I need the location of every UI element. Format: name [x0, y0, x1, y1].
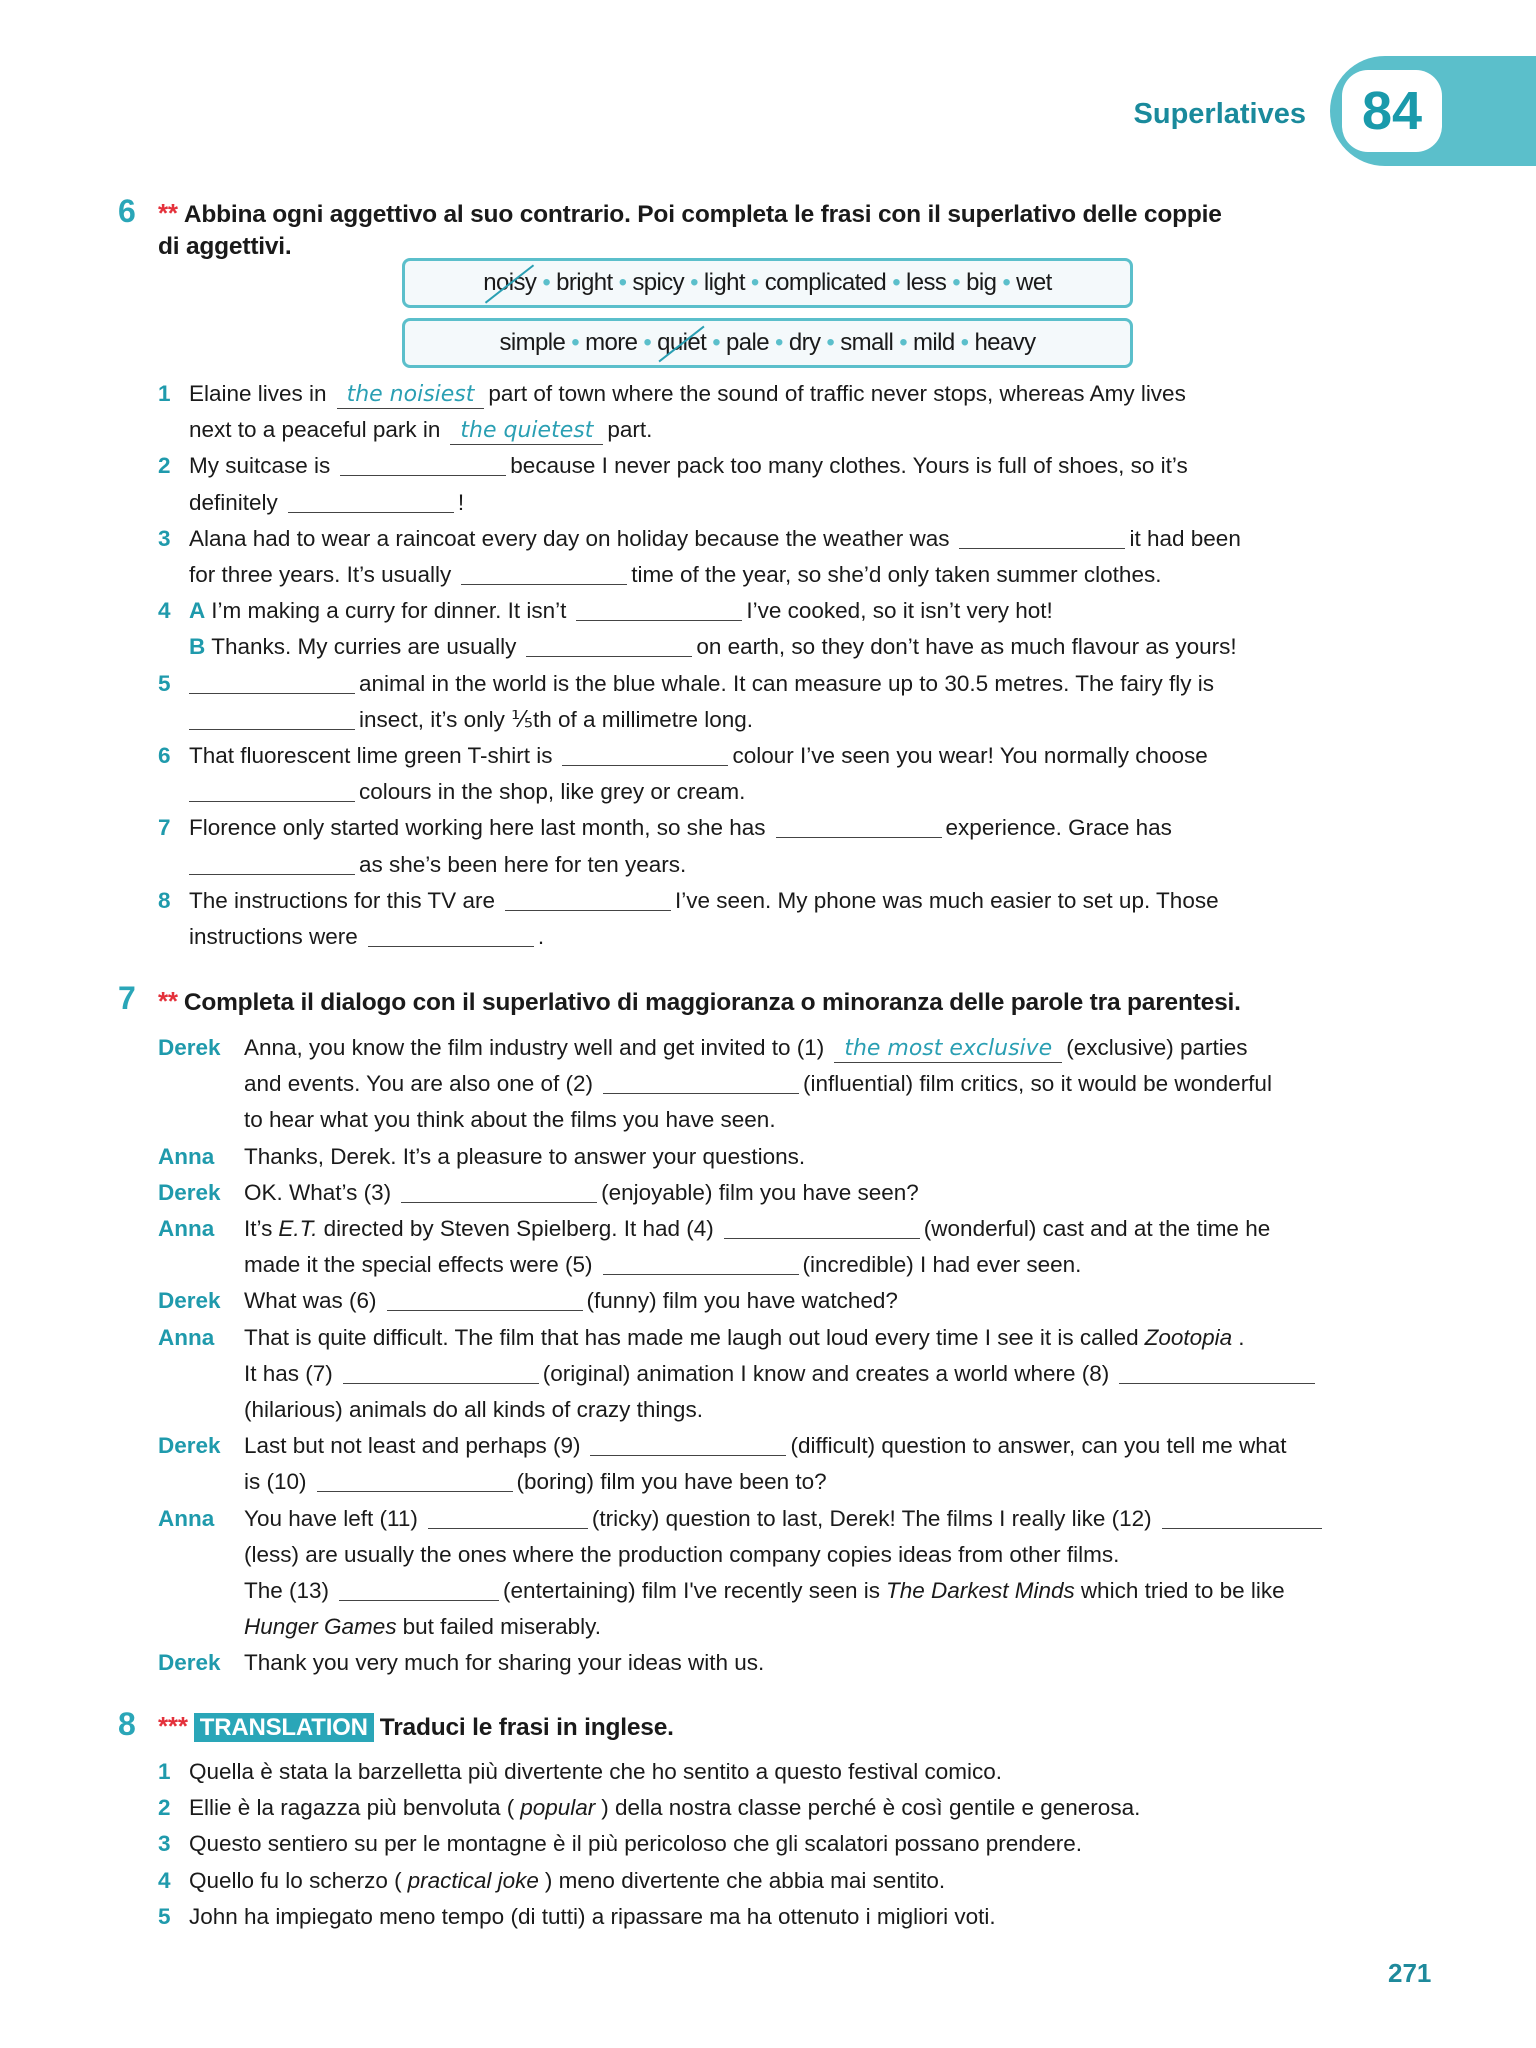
text-segment: but failed miserably. [402, 1614, 602, 1640]
text-segment: Last but not least and perhaps (9) [244, 1433, 581, 1459]
text-segment: Quello fu lo scherzo ( [189, 1867, 402, 1893]
instruction-line: Traduci le frasi in inglese. [379, 1714, 674, 1741]
text-segment: (incredible) I had ever seen. [802, 1252, 1082, 1278]
bullet-icon: • [690, 269, 698, 296]
answer-blank[interactable] [317, 1468, 513, 1492]
italic-title: popular [520, 1795, 596, 1821]
text-segment: I’ve cooked, so it isn’t very hot! [746, 598, 1053, 624]
word-chip: mild [913, 329, 955, 356]
text-line [189, 593, 1059, 629]
handwritten-answer[interactable]: the most exclusive [834, 1036, 1062, 1063]
text-line [244, 1102, 782, 1138]
text-line [244, 1464, 833, 1500]
item-number: 3 [158, 1831, 171, 1857]
speaker-letter: B [189, 634, 206, 660]
text-line [189, 448, 1194, 484]
text-segment: That is quite difficult. The film that has made me laugh out loud every time I see it is called [244, 1324, 1139, 1350]
text-line [189, 1899, 1002, 1935]
text-segment: You have left (11) [244, 1505, 418, 1531]
item-number: 7 [158, 815, 171, 841]
text-segment: time of the year, so she’d only taken summer clothes. [631, 562, 1162, 587]
text-segment: colour I’ve seen you wear! You normally choose [732, 743, 1208, 768]
text-segment: I’ve seen. My phone was much easier to set up. Those [674, 887, 1219, 913]
text-segment: That fluorescent lime green T-shirt is [189, 743, 553, 768]
word-chip: heavy [974, 329, 1036, 356]
text-segment: (less) are usually the ones where the production company copies ideas from other films. [244, 1541, 1120, 1567]
text-line [244, 1211, 1276, 1247]
text-line [189, 1863, 951, 1899]
answer-blank[interactable] [189, 851, 355, 875]
italic-title: Zootopia [1144, 1324, 1233, 1350]
bullet-icon: • [960, 329, 969, 356]
bullet-icon: • [952, 269, 961, 296]
text-segment: The instructions for this TV are [189, 887, 495, 913]
text-segment: for three years. It’s usually [189, 562, 452, 587]
text-line [244, 1320, 1250, 1356]
text-line [189, 376, 1192, 412]
answer-blank[interactable] [401, 1179, 597, 1203]
text-line [244, 1537, 1125, 1573]
word-chip: pale [726, 329, 770, 356]
text-segment: (boring) film you have been to? [516, 1469, 827, 1495]
text-line [189, 412, 658, 448]
text-segment: Quella è stata la barzelletta più divertente che ho sentito a questo festival comico. [189, 1759, 1002, 1784]
text-segment: on earth, so they don’t have as much flavour as yours! [696, 634, 1237, 660]
text-segment: My suitcase is [189, 453, 331, 479]
italic-title: E.T. [278, 1216, 318, 1241]
text-segment: part of town where the sound of traffic never stops, whereas Amy lives [488, 381, 1186, 406]
item-number: 8 [158, 887, 171, 913]
text-segment: Alana had to wear a raincoat every day on holiday because the weather was [189, 525, 950, 551]
bullet-icon: • [1002, 269, 1011, 296]
text-line [244, 1139, 811, 1175]
text-segment: (entertaining) film I've recently seen is [503, 1578, 880, 1603]
text-segment: Thank you very much for sharing your ideas with us. [244, 1650, 765, 1676]
text-segment: directed by Steven Spielberg. It had (4) [323, 1216, 714, 1241]
speaker-name: Derek [158, 1179, 221, 1205]
answer-blank[interactable] [340, 452, 506, 476]
italic-title: Hunger Games [244, 1614, 397, 1640]
text-segment: (tricky) question to last, Derek! The films I really like (12) [591, 1505, 1152, 1531]
text-segment: colours in the shop, like grey or cream. [359, 779, 746, 805]
exercise-7-instruction [158, 986, 1241, 1017]
answer-blank[interactable] [387, 1287, 583, 1311]
text-line [244, 1573, 1291, 1609]
text-line [189, 702, 759, 738]
text-segment: ! [457, 489, 465, 515]
text-segment: Questo sentiero su per le montagne è il più pericoloso che gli scalatori possano prendere. [189, 1831, 1083, 1857]
exercise-7-number: 7 [118, 980, 136, 1016]
item-number: 4 [158, 1867, 171, 1893]
text-segment: next to a peaceful park in [189, 417, 441, 443]
text-segment: It has (7) [244, 1360, 333, 1386]
text-line [244, 1501, 1326, 1537]
text-line [189, 1754, 1008, 1790]
exercise-6-instruction [158, 198, 1222, 261]
word-chip: big [966, 269, 997, 296]
speaker-name: Derek [158, 1433, 221, 1459]
answer-blank[interactable] [189, 778, 355, 802]
text-segment: OK. What’s (3) [244, 1179, 392, 1205]
text-segment: instructions were [189, 924, 358, 949]
text-segment: Thanks. My curries are usually [211, 634, 517, 660]
bullet-icon: • [892, 269, 900, 296]
answer-blank[interactable] [959, 525, 1125, 549]
word-box-2 [402, 318, 1133, 368]
text-segment: Anna, you know the film industry well and get invited to (1) [244, 1035, 825, 1060]
item-number: 3 [158, 525, 171, 551]
text-segment: is (10) [244, 1469, 307, 1495]
text-segment: it had been [1129, 525, 1241, 551]
word-chip: quiet [657, 329, 707, 356]
text-segment: which tried to be like [1080, 1578, 1285, 1603]
word-chip: bright [556, 269, 613, 296]
text-line [189, 774, 751, 810]
italic-title: The Darkest Minds [886, 1578, 1075, 1603]
answer-blank[interactable] [189, 670, 355, 694]
word-chip: more [585, 329, 638, 356]
text-segment: animal in the world is the blue whale. It can measure up to 30.5 metres. The fairy fly is [359, 670, 1214, 696]
text-segment: Elaine lives in [189, 381, 327, 406]
text-segment: (influential) film critics, so it would be wonderful [803, 1071, 1272, 1097]
text-segment: (difficult) question to answer, can you tell me what [790, 1433, 1287, 1459]
text-segment: (enjoyable) film you have seen? [601, 1179, 919, 1205]
bullet-icon: • [643, 329, 652, 356]
text-segment: made it the special effects were (5) [244, 1252, 593, 1278]
difficulty-stars: ** [158, 198, 178, 228]
page-number: 271 [1388, 1958, 1432, 1988]
word-chip: noisy [483, 269, 537, 296]
answer-blank[interactable] [576, 597, 742, 621]
text-line [189, 1790, 1146, 1826]
speaker-name: Anna [158, 1505, 215, 1531]
text-line [244, 1392, 709, 1428]
item-number: 2 [158, 453, 171, 479]
unit-number: 84 [1342, 70, 1442, 152]
bullet-icon: • [899, 329, 908, 356]
difficulty-stars: ** [158, 986, 178, 1016]
word-chip: simple [499, 329, 566, 356]
text-line [244, 1247, 1087, 1283]
text-line [244, 1066, 1278, 1102]
answer-blank[interactable] [1162, 1505, 1322, 1529]
text-segment: insect, it’s only ⅕th of a millimetre long. [359, 706, 754, 732]
text-line [189, 557, 1167, 593]
text-line [189, 485, 470, 521]
text-segment: (original) animation I know and creates a world where (8) [542, 1360, 1110, 1386]
instruction-line: di aggettivi. [158, 233, 292, 260]
speaker-name: Anna [158, 1143, 215, 1169]
answer-blank[interactable] [461, 561, 627, 585]
text-segment: The (13) [244, 1578, 330, 1603]
text-segment: ) della nostra classe perché è così gentile e generosa. [601, 1795, 1141, 1821]
text-segment: I’m making a curry for dinner. It isn’t [211, 598, 567, 624]
answer-blank[interactable] [603, 1251, 799, 1275]
answer-blank[interactable] [1119, 1360, 1315, 1384]
speaker-name: Derek [158, 1650, 221, 1676]
text-segment: definitely [189, 489, 278, 515]
text-line [244, 1175, 925, 1211]
text-segment: . [537, 924, 545, 949]
answer-blank[interactable] [339, 1577, 499, 1601]
text-line [189, 666, 1220, 702]
bullet-icon: • [775, 329, 783, 356]
unit-title: Superlatives [1133, 98, 1306, 130]
text-segment: because I never pack too many clothes. Yours is full of shoes, so it’s [510, 453, 1188, 479]
text-line [189, 919, 550, 955]
text-segment: What was (6) [244, 1288, 377, 1314]
italic-title: practical joke [407, 1867, 539, 1893]
word-chip: complicated [764, 269, 887, 296]
text-line [244, 1609, 607, 1645]
text-line [244, 1645, 770, 1681]
item-number: 1 [158, 1759, 171, 1784]
text-line [244, 1356, 1319, 1392]
answer-blank[interactable] [776, 814, 942, 838]
text-segment: John ha impiegato meno tempo (di tutti) a ripassare ma ha ottenuto i migliori voti. [189, 1903, 996, 1929]
answer-blank[interactable] [368, 923, 534, 947]
text-line [189, 847, 692, 883]
answer-blank[interactable] [288, 489, 454, 513]
exercise-8-number: 8 [118, 1706, 136, 1742]
bullet-icon: • [712, 329, 721, 356]
text-line [189, 810, 1178, 846]
speaker-letter: A [189, 598, 206, 624]
instruction-line: Completa il dialogo con il superlativo di maggioranza o minoranza delle parole tra parentesi. [183, 989, 1241, 1016]
handwritten-answer[interactable]: the noisiest [337, 382, 485, 409]
text-line [244, 1428, 1293, 1464]
item-number: 1 [158, 381, 171, 406]
text-segment: as she’s been here for ten years. [359, 851, 687, 877]
word-chip: light [703, 269, 745, 296]
item-number: 5 [158, 1903, 171, 1929]
text-segment: ) meno divertente che abbia mai sentito. [544, 1867, 946, 1893]
bullet-icon: • [826, 329, 835, 356]
bullet-icon: • [618, 269, 627, 296]
word-chip: spicy [632, 269, 685, 296]
speaker-name: Derek [158, 1035, 221, 1060]
text-segment: Ellie è la ragazza più benvoluta ( [189, 1795, 515, 1821]
speaker-name: Anna [158, 1324, 215, 1350]
answer-blank[interactable] [428, 1505, 588, 1529]
word-chip: wet [1016, 269, 1052, 296]
text-line [189, 521, 1247, 557]
text-line [244, 1030, 1254, 1066]
text-segment: It’s [244, 1216, 273, 1241]
item-number: 6 [158, 743, 171, 768]
answer-blank[interactable] [724, 1215, 920, 1239]
text-segment: (exclusive) parties [1066, 1035, 1248, 1060]
text-segment: (hilarious) animals do all kinds of crazy things. [244, 1397, 703, 1422]
text-line [244, 1283, 904, 1319]
answer-blank[interactable] [505, 887, 671, 911]
speaker-name: Derek [158, 1288, 221, 1314]
answer-blank[interactable] [189, 706, 355, 730]
text-segment: Florence only started working here last month, so she has [189, 815, 766, 841]
text-segment: (funny) film you have watched? [586, 1288, 898, 1314]
answer-blank[interactable] [562, 742, 728, 766]
text-segment: (wonderful) cast and at the time he [923, 1216, 1271, 1241]
word-box-1 [402, 258, 1133, 308]
item-number: 2 [158, 1795, 171, 1821]
bullet-icon: • [750, 269, 759, 296]
speaker-name: Anna [158, 1216, 215, 1241]
text-line [189, 883, 1225, 919]
answer-blank[interactable] [590, 1432, 786, 1456]
answer-blank[interactable] [343, 1360, 539, 1384]
word-chip: less [906, 269, 947, 296]
text-segment: to hear what you think about the films you have seen. [244, 1107, 776, 1133]
answer-blank[interactable] [526, 633, 692, 657]
answer-blank[interactable] [603, 1070, 799, 1094]
item-number: 4 [158, 598, 171, 624]
instruction-line: Abbina ogni aggettivo al suo contrario. Poi completa le frasi con il superlativo delle coppie [183, 201, 1222, 228]
handwritten-answer[interactable]: the quietest [450, 418, 603, 445]
word-chip: small [840, 329, 894, 356]
text-line [189, 1826, 1088, 1862]
text-segment: and events. You are also one of (2) [244, 1071, 594, 1097]
word-chip: dry [788, 329, 821, 356]
exercise-8-instruction [158, 1711, 674, 1742]
exercise-6-number: 6 [118, 193, 136, 229]
text-segment: part. [607, 417, 653, 443]
difficulty-stars: *** [158, 1711, 188, 1741]
text-segment: . [1238, 1324, 1245, 1350]
bullet-icon: • [542, 269, 551, 296]
translation-tag: TRANSLATION [194, 1713, 374, 1742]
text-line [189, 738, 1214, 774]
item-number: 5 [158, 670, 171, 696]
text-segment: experience. Grace has [945, 815, 1172, 841]
bullet-icon: • [571, 329, 580, 356]
text-segment: Thanks, Derek. It’s a pleasure to answer your questions. [244, 1143, 806, 1169]
text-line [189, 629, 1243, 665]
